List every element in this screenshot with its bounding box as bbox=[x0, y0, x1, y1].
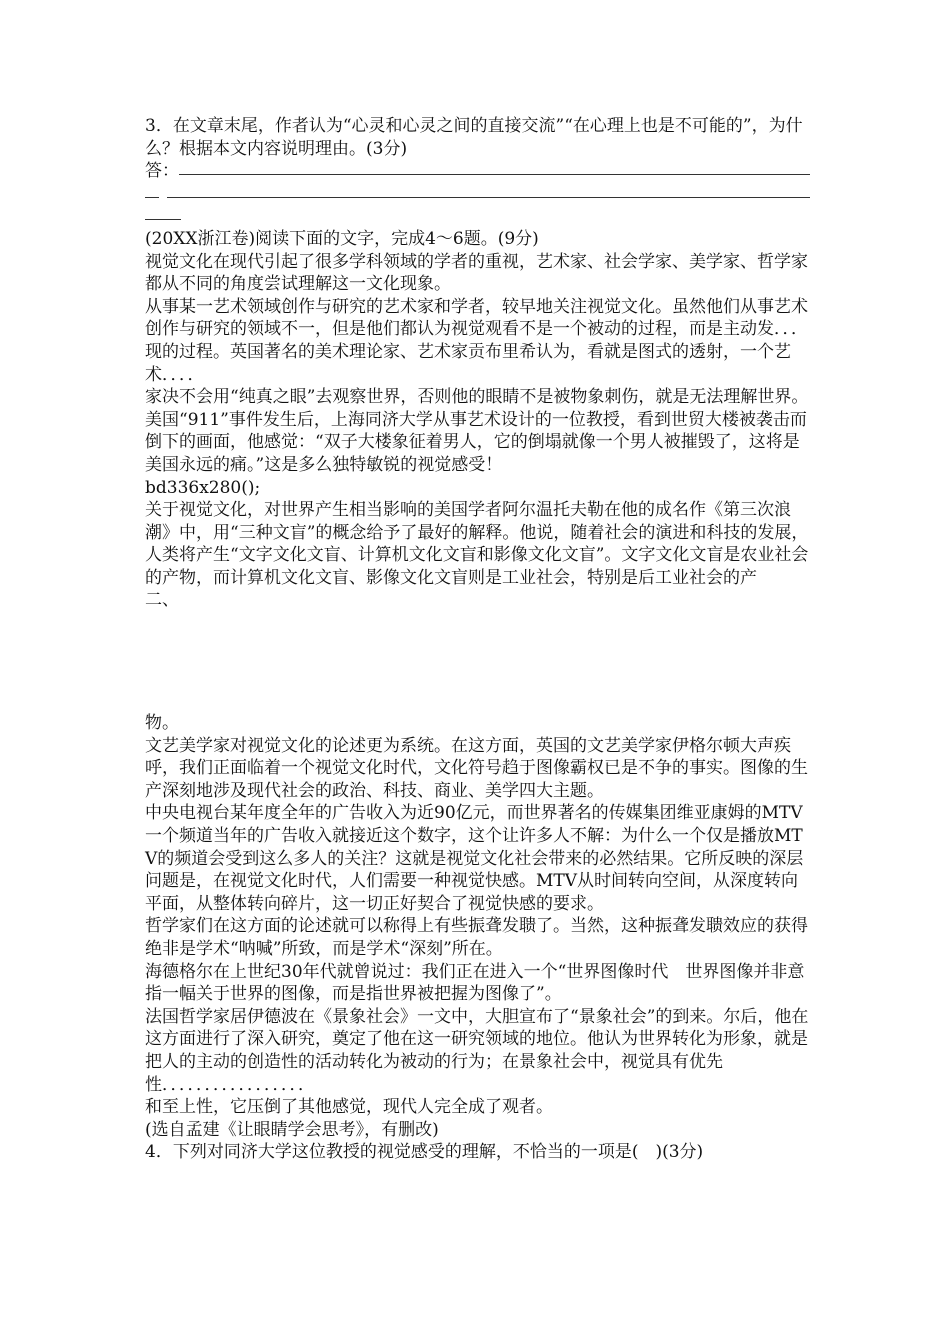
ad-code-text: bd336x280(); bbox=[145, 477, 261, 498]
section-marker: 二、 bbox=[145, 590, 179, 611]
passage-paragraph: 关于视觉文化，对世界产生相当影响的美国学者阿尔温托夫勒在他的成名作《第三次浪潮》中，用“三种文盲”的概念给予了最好的解释。他说，随着社会的演进和科技的发展，人类将产生“文字文化文盲、计算机文化文盲和影像文化文盲”。文字文化文盲是农业社会的产物，而计算机文化文盲、影像文化文盲则是工业社会，特别是后工业社会的产 bbox=[145, 500, 809, 588]
passage-paragraph: 中央电视台某年度全年的广告收入为近90亿元，而世界著名的传媒集团维亚康姆的MTV一个频道当年的广告收入就接近这个数字，这个让许多人不解：为什么一个仅是播放MTV的频道会受到这么多人的关注？这就是视觉文化社会带来的必然结果。它所反映的深层问题是，在视觉文化时代，人们需要一种视觉快感。MTV从时间转向空间，从深度转向平面，从整体转向碎片，这一切正好契合了视觉快感的要求。 bbox=[145, 803, 804, 914]
answer-line-3 bbox=[145, 205, 810, 228]
passage-paragraph: 家决不会用“纯真之眼”去观察世界，否则他的眼睛不是被物象刺伤，就是无法理解世界。 bbox=[145, 387, 809, 408]
answer-label: 答： bbox=[145, 161, 179, 182]
answer-rule-2a bbox=[145, 197, 159, 198]
passage-paragraph: 视觉文化在现代引起了很多学科领域的学者的重视，艺术家、社会学家、美学家、哲学家都从不同的角度尝试理解这一文化现象。 bbox=[145, 251, 808, 295]
passage-paragraph: 文艺美学家对视觉文化的论述更为系统。在这方面，英国的文艺美学家伊格尔顿大声疾呼，我们正面临着一个视觉文化时代，文化符号趋于图像霸权已是不争的事实。图像的生产深刻地涉及现代社会的政治、科技、商业、美学四大主题。 bbox=[145, 735, 808, 801]
document-page bbox=[145, 115, 810, 1164]
answer-line-1 bbox=[145, 160, 810, 183]
blank-gap bbox=[145, 612, 810, 712]
passage-paragraph: 法国哲学家居伊德波在《景象社会》一文中，大胆宣布了“景象社会”的到来。尔后，他在这方面进行了深入研究，奠定了他在这一研究领域的地位。他认为世界转化为形象，就是把人的主动的创造性的活动转化为被动的行为；在景象社会中，视觉具有优先性．．．．．．．．．．．．．．．．． bbox=[145, 1006, 809, 1095]
answer-line-2 bbox=[145, 183, 810, 206]
passage-paragraph: 哲学家们在这方面的论述就可以称得上有些振聋发聩了。当然，这种振聋发聩效应的获得绝非是学术“呐喊”所致，而是学术“深刻”所在。 bbox=[145, 916, 808, 959]
question-4: 4．下列对同济大学这位教授的视觉感受的理解，不恰当的一项是( )(3分) bbox=[145, 1142, 704, 1163]
passage-paragraph: 美国“911”事件发生后，上海同济大学从事艺术设计的一位教授，看到世贸大楼被袭击而倒下的画面，他感觉：“双子大楼象征着男人，它的倒塌就像一个男人被摧毁了，这将是美国永远的痛。”这是多么独特敏锐的视觉感受！ bbox=[145, 409, 807, 475]
source-citation: (选自孟建《让眼睛学会思考》，有删改) bbox=[145, 1119, 439, 1140]
passage-intro: (20XX浙江卷)阅读下面的文字，完成4～6题。(9分) bbox=[145, 228, 539, 249]
answer-rule-3 bbox=[145, 219, 181, 220]
question-3: 3．在文章末尾，作者认为“心灵和心灵之间的直接交流”“在心理上也是不可能的”，为什么？根据本文内容说明理由。(3分) bbox=[145, 116, 803, 159]
answer-rule-2b bbox=[167, 197, 810, 198]
passage-paragraph: 海德格尔在上世纪30年代就曾说过：我们正在进入一个“世界图像时代 世界图像并非意指一幅关于世界的图像，而是指世界被把握为图像了”。 bbox=[145, 961, 805, 1005]
passage-paragraph: 物。 bbox=[145, 713, 179, 734]
answer-rule-1 bbox=[179, 174, 810, 175]
passage-paragraph: 和至上性，它压倒了其他感觉，现代人完全成了观者。 bbox=[145, 1097, 553, 1118]
passage-paragraph: 从事某一艺术领域创作与研究的艺术家和学者，较早地关注视觉文化。虽然他们从事艺术创作与研究的领域不一，但是他们都认为视觉观看不是一个被动的过程，而是主动发．．．现的过程。英国著名的美术理论家、艺术家贡布里希认为，看就是图式的透射，一个艺术．．．． bbox=[145, 296, 808, 385]
